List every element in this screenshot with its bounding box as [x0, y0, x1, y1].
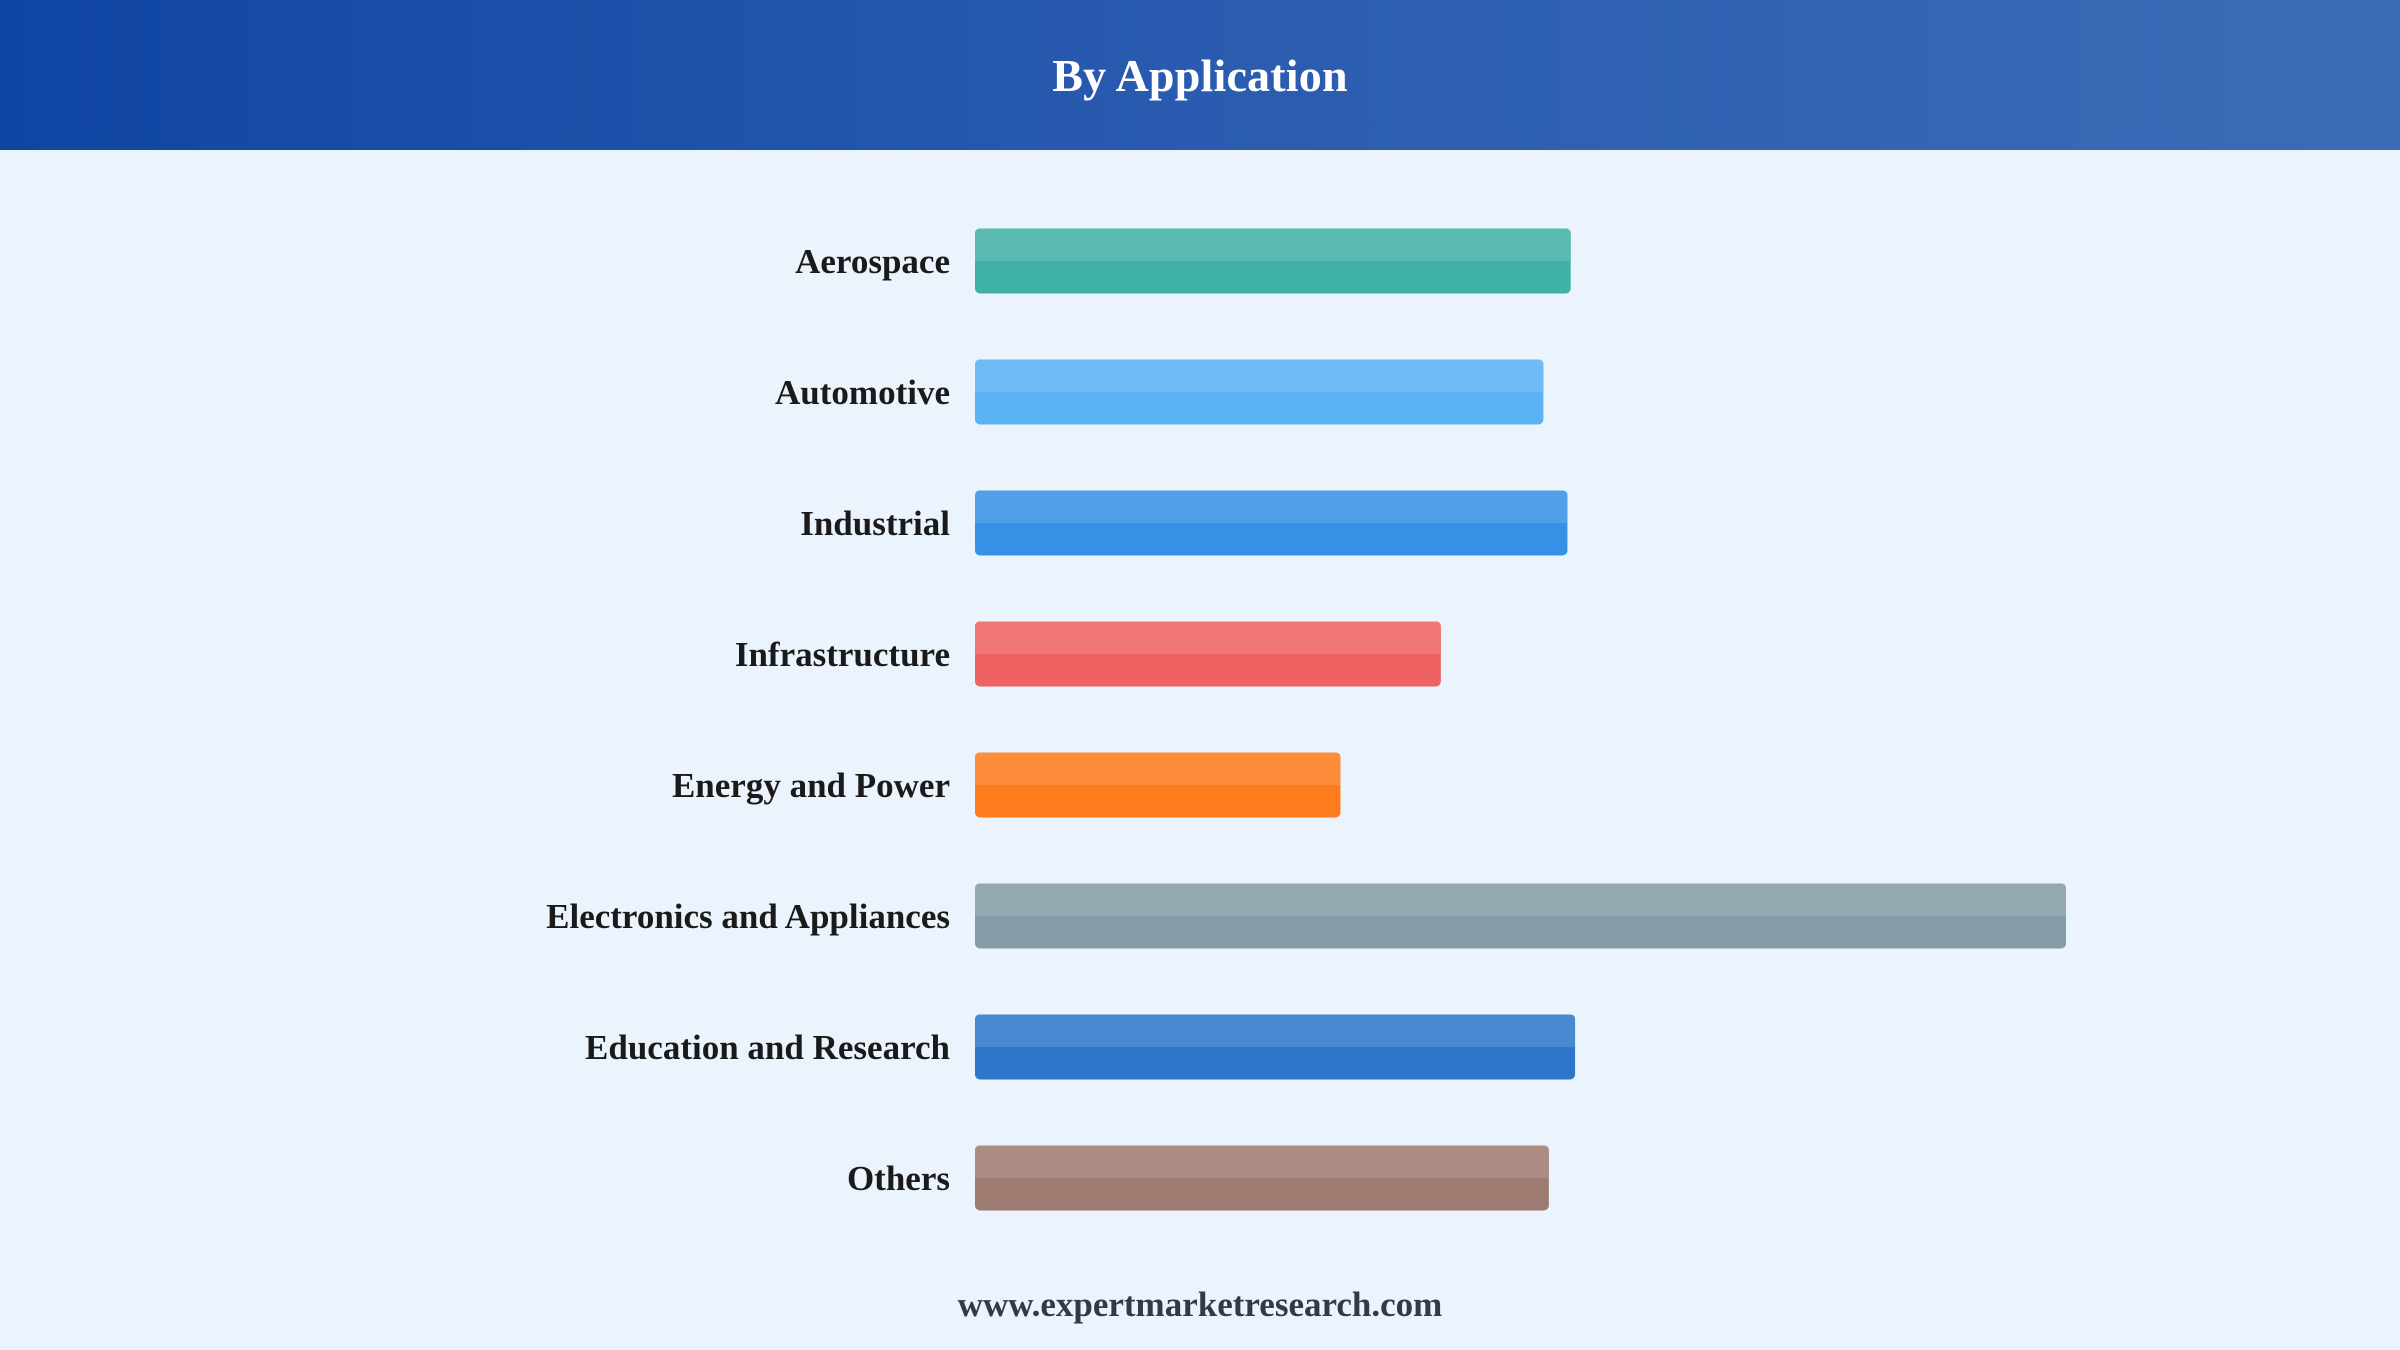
bar-group-education-and-research	[585, 1015, 1575, 1080]
bar-highlight	[975, 360, 1543, 393]
category-label: Education and Research	[585, 1028, 950, 1067]
bar-highlight	[975, 622, 1441, 655]
bar-group-automotive	[775, 360, 1543, 425]
bar-group-energy-and-power	[672, 753, 1341, 818]
category-label: Electronics and Appliances	[546, 897, 950, 936]
bar-highlight	[975, 884, 2066, 917]
category-label: Industrial	[800, 504, 950, 543]
bar-group-aerospace	[795, 229, 1571, 294]
bar-group-electronics-and-appliances	[546, 884, 2066, 949]
category-label: Energy and Power	[671, 766, 950, 805]
category-label: Others	[846, 1159, 950, 1198]
bar-highlight	[975, 1146, 1549, 1179]
bar-group-others	[847, 1146, 1549, 1211]
bar-highlight	[975, 229, 1571, 262]
bar-group-infrastructure	[735, 622, 1441, 687]
bar-highlight	[975, 1015, 1575, 1048]
chart-title: By Application	[1052, 49, 1348, 101]
bar-highlight	[975, 753, 1340, 786]
category-label: Infrastructure	[734, 635, 950, 674]
chart-header	[0, 0, 2400, 150]
bar-highlight	[975, 491, 1567, 524]
source-url: www.expertmarketresearch.com	[957, 1285, 1443, 1324]
category-label: Aerospace	[795, 242, 950, 281]
bar-chart	[0, 150, 2400, 1250]
bar-group-industrial	[800, 491, 1567, 556]
category-label: Automotive	[775, 373, 950, 412]
